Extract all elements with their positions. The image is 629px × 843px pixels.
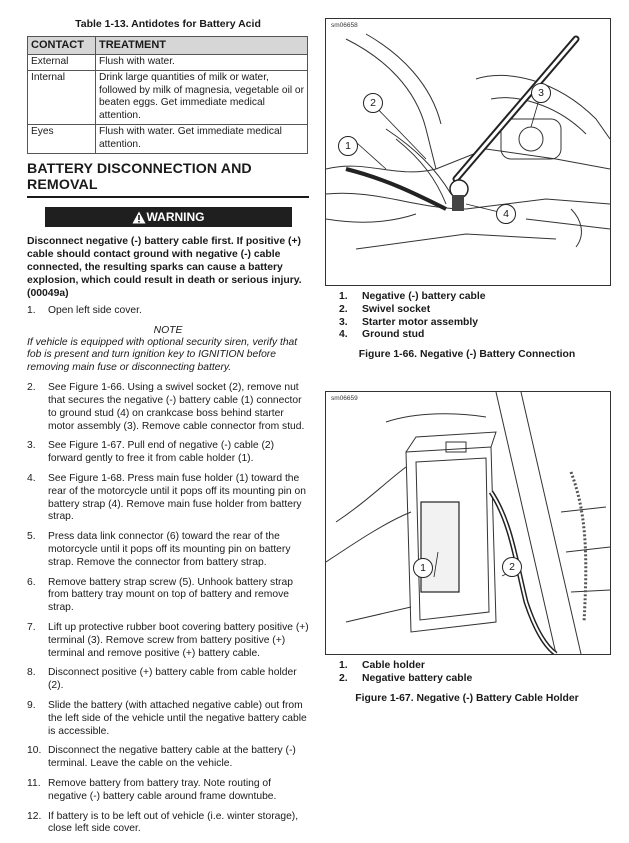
warning-triangle-icon [132, 211, 146, 224]
callout-4: 4 [496, 204, 516, 224]
step-number: 6. [27, 576, 36, 588]
figure-1-67-illustration [325, 391, 611, 655]
figure-1-66-legend [339, 291, 609, 342]
legend-text: Negative (-) battery cable [362, 291, 486, 302]
step-item [27, 622, 309, 660]
step-number: 2. [27, 382, 36, 394]
table-row [28, 125, 308, 154]
step-text: Press data link connector (6) toward the rear of the motorcycle until it pops off its mounting pin on battery strap. Remove the connector from battery strap. [48, 531, 291, 568]
step-item [27, 473, 309, 524]
legend-number: 1. [339, 660, 348, 672]
cell-treatment: Flush with water. [96, 54, 308, 71]
cell-contact: External [28, 54, 96, 71]
step-text: Remove battery from battery tray. Note routing of negative (-) battery cable around frame downtube. [48, 778, 277, 802]
figure-1-66-caption: Figure 1-66. Negative (-) Battery Connection [358, 349, 576, 361]
step-number: 9. [27, 700, 36, 712]
header-contact: CONTACT [28, 37, 96, 55]
table-row [28, 71, 308, 125]
step-number: 1. [27, 305, 36, 316]
legend-number: 1. [339, 291, 348, 302]
callout-2: 2 [363, 93, 383, 113]
step-item [27, 811, 309, 837]
step-number: 12. [27, 810, 42, 822]
step-text: See Figure 1-68. Press main fuse holder (1) toward the rear of the motorcycle until it pops off its mounting pin on battery strap (4). Remove main fuse holder from battery strap. [48, 473, 306, 523]
legend-number: 3. [339, 316, 348, 328]
step-item [27, 382, 309, 433]
step-number: 4. [27, 473, 36, 485]
step-text: Disconnect the negative battery cable at the battery (-) terminal. Leave the cable on the vehicle. [48, 745, 296, 770]
callout-2: 2 [502, 557, 522, 577]
callout-1: 1 [338, 136, 358, 156]
cable-holder-drawing [326, 392, 610, 654]
callout-1: 1 [413, 558, 433, 578]
cell-treatment: Drink large quantities of milk or water, followed by milk of magnesia, vegetable oil or beaten eggs. Get immediate medical attention. [96, 71, 308, 125]
step-text: Slide the battery (with attached negative cable) out from the left side of the vehicle until the negative battery cable is accessible. [48, 700, 307, 737]
step-number: 3. [27, 440, 36, 452]
legend-item [339, 660, 609, 673]
step-number: 7. [27, 622, 36, 634]
step-number: 10. [27, 745, 42, 757]
step-item [27, 700, 309, 738]
cell-contact: Internal [28, 71, 96, 125]
step-text: Lift up protective rubber boot covering battery positive (+) terminal (3). Remove screw from battery positive (+) terminal and remove positive (+) battery cable. [48, 622, 309, 659]
cell-treatment: Flush with water. Get immediate medical attention. [96, 125, 308, 154]
note-text: If vehicle is equipped with optional security siren, verify that fob is present and turn ignition key to IGNITION before removing main fuse or disconnecting battery. [27, 336, 298, 373]
warning-text: Disconnect negative (-) battery cable first. If positive (+) cable should contact ground with negative (-) cable connected, the resulting sparks can cause a battery explosion, which could result in death or serious injury. (00049a) [27, 236, 302, 299]
battery-connection-drawing [326, 19, 610, 285]
legend-text: Ground stud [362, 329, 425, 341]
legend-text: Starter motor assembly [362, 316, 479, 328]
left-column [27, 18, 309, 843]
figure-id: sm06658 [331, 22, 358, 29]
legend-text: Cable holder [362, 660, 425, 672]
step-item [27, 745, 309, 771]
table-row [28, 54, 308, 71]
step-number: 8. [27, 667, 36, 679]
section-rule [27, 196, 309, 198]
legend-text: Negative battery cable [362, 672, 473, 684]
step-text: Remove battery strap screw (5). Unhook battery strap from battery tray mount on top of battery and remove strap. [48, 576, 293, 614]
legend-number: 4. [339, 329, 348, 341]
step-text: See Figure 1-67. Pull end of negative (-) cable (2) forward gently to free it from cable holder (1). [48, 440, 275, 465]
warning-banner [45, 207, 292, 227]
legend-item [339, 673, 609, 686]
legend-item [339, 329, 609, 342]
step-number: 5. [27, 531, 36, 543]
antidote-table [27, 36, 308, 154]
step-text: Open left side cover. [48, 305, 142, 316]
legend-item [339, 304, 609, 317]
step-text: If battery is to be left out of vehicle (i.e. winter storage), close left side cover. [48, 810, 299, 835]
figure-1-67-caption: Figure 1-67. Negative (-) Battery Cable Holder [355, 692, 579, 704]
warning-label: WARNING [146, 210, 205, 224]
header-treatment: TREATMENT [96, 37, 308, 55]
note-heading: NOTE [153, 324, 183, 336]
step-item [27, 667, 309, 693]
step-text: Disconnect positive (+) battery cable from cable holder (2). [48, 667, 297, 692]
legend-number: 2. [339, 672, 348, 684]
section-title: BATTERY DISCONNECTION AND REMOVAL [27, 161, 252, 193]
table-title: Table 1-13. Antidotes for Battery Acid [75, 18, 261, 30]
legend-item [339, 317, 609, 330]
callout-3: 3 [531, 83, 551, 103]
table-header-row [28, 37, 308, 55]
legend-number: 2. [339, 303, 348, 315]
step-item [27, 305, 309, 318]
step-item [27, 778, 309, 804]
step-text: See Figure 1-66. Using a swivel socket (2), remove nut that secures the negative (-) battery cable (1) connector to ground stud (4) on crankcase boss behind starter motor assembly (3). Remove cable connector from stud. [48, 382, 305, 432]
step-item [27, 440, 309, 466]
legend-item [339, 291, 609, 304]
legend-text: Swivel socket [362, 303, 431, 315]
step-item [27, 531, 309, 569]
cell-contact: Eyes [28, 125, 96, 154]
step-number: 11. [27, 778, 41, 790]
figure-id: sm06659 [331, 395, 358, 403]
figure-1-67-legend [339, 660, 609, 686]
right-column [325, 18, 609, 704]
step-item [27, 577, 309, 615]
figure-1-66-illustration [325, 18, 611, 286]
